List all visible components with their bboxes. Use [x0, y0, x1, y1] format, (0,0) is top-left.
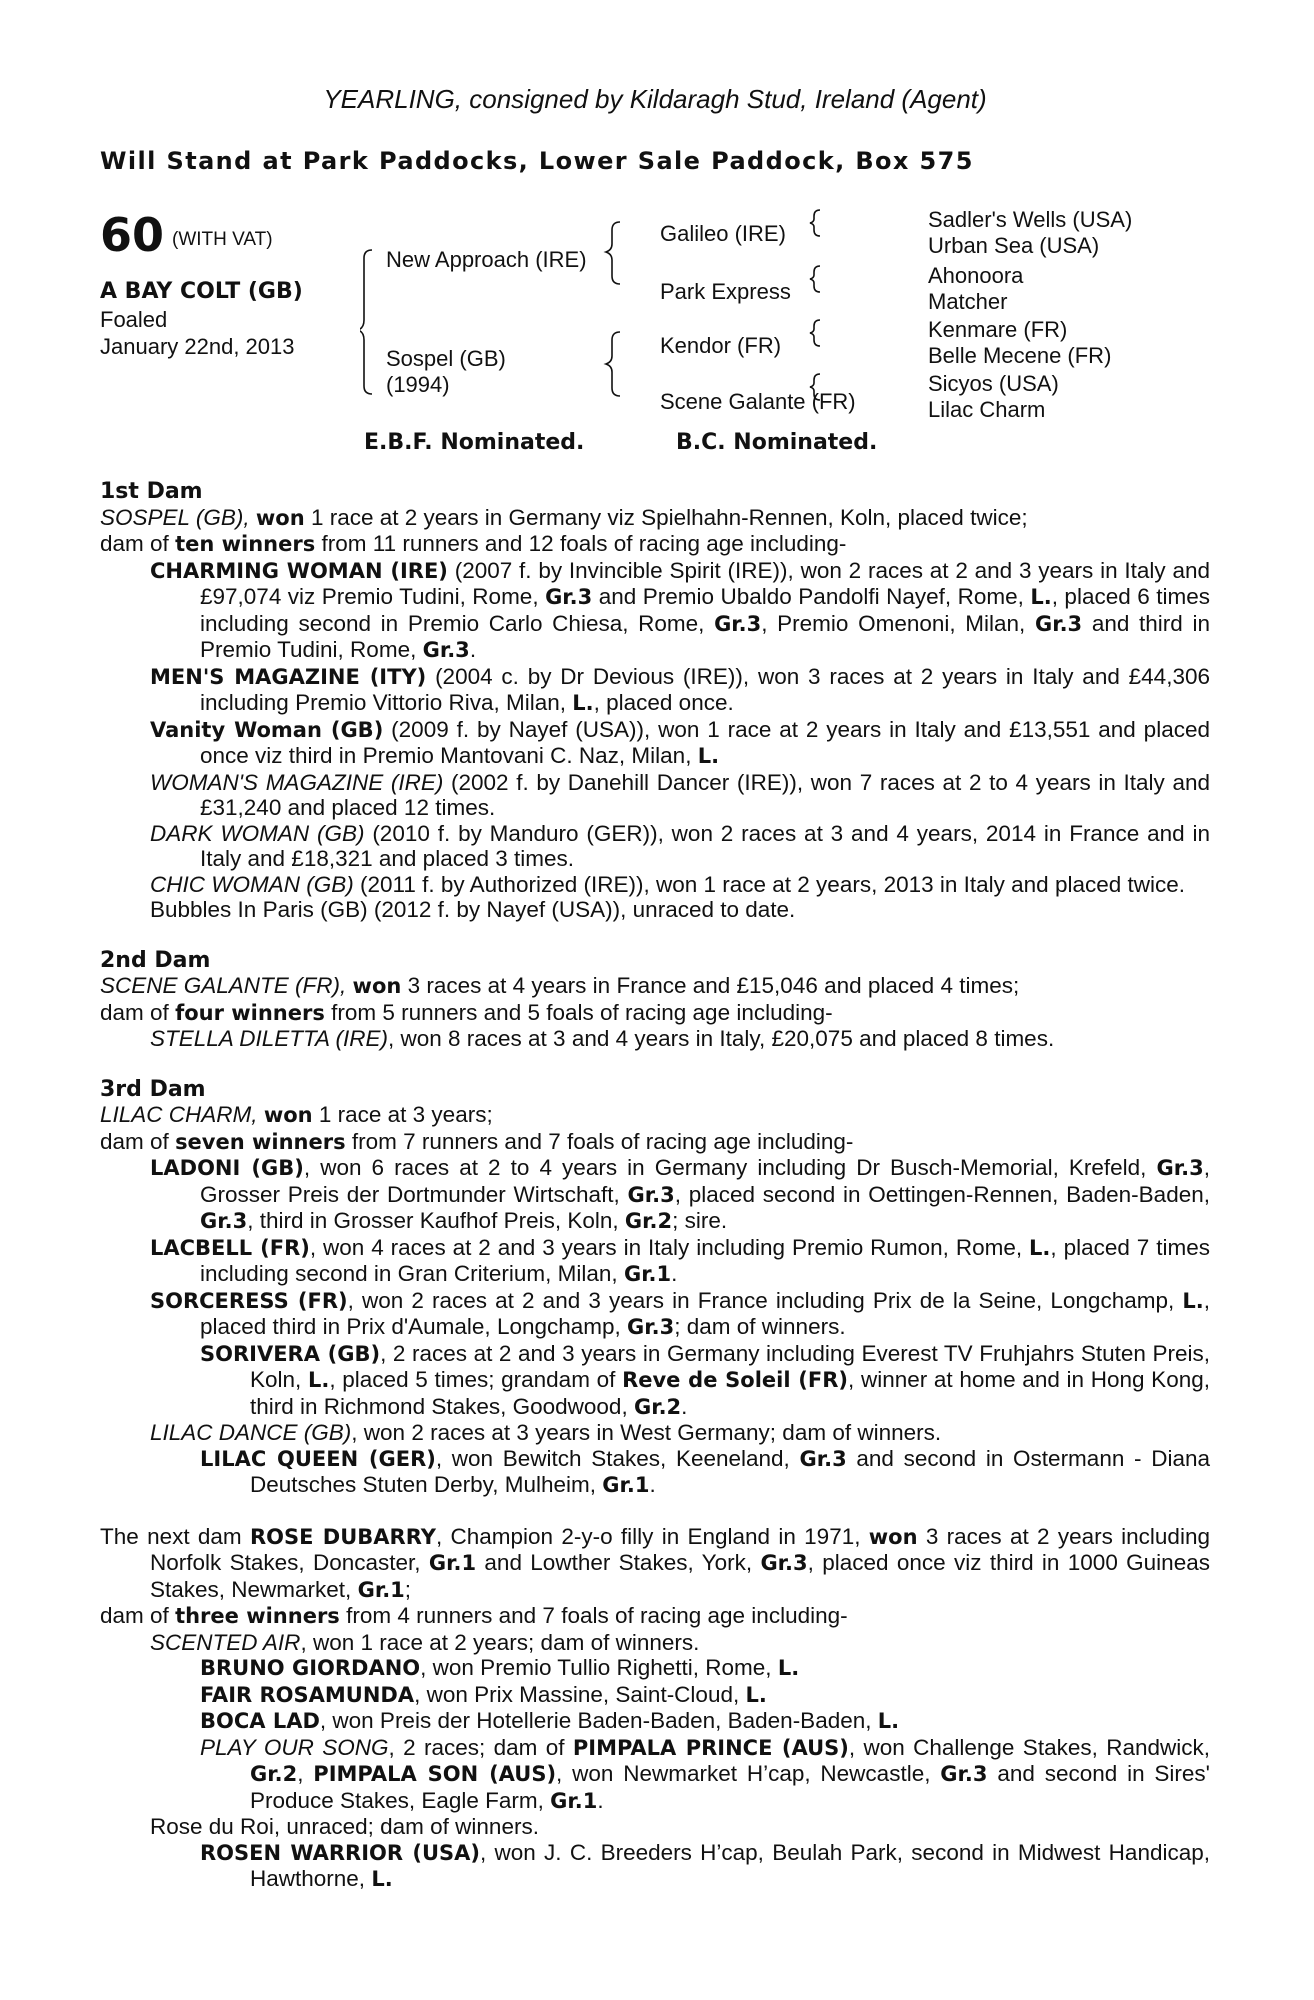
first-dam-heading: 1st Dam [100, 479, 203, 504]
next-dam-of: dam of three winners from 4 runners and 7 foals of racing age including- [100, 1603, 848, 1628]
brace-g3 [810, 320, 820, 346]
main-brace [360, 250, 372, 394]
produce-entry: Vanity Woman (GB) (2009 f. by Nayef (USA)), won 1 race at 2 years in Italy and £13,551 and placed once viz third in Premio Mantovani C. Naz, Milan, L. [150, 716, 1210, 768]
produce-entry: CHIC WOMAN (GB) (2011 f. by Authorized (IRE)), won 1 race at 2 years, 2013 in Italy and placed twice. [150, 871, 1186, 897]
ped-ssd: Urban Sea (USA) [928, 233, 1100, 258]
third-dam-heading: 3rd Dam [100, 1076, 206, 1102]
produce-entry: STELLA DILETTA (IRE), won 8 races at 3 and 4 years in Italy, £20,075 and placed 8 times. [150, 1026, 1055, 1051]
location-line: Will Stand at Park Paddocks, Lower Sale Paddock, Box 575 [100, 147, 974, 175]
consignor-line: YEARLING, consigned by Kildaragh Stud, Ireland (Agent) [323, 84, 987, 114]
produce-entry: LACBELL (FR), won 4 races at 2 and 3 years in Italy including Premio Rumon, Rome, L., placed 7 times including second in Gran Criterium, Milan, Gr.1. [150, 1234, 1210, 1286]
brace-g1 [810, 210, 820, 236]
ped-sds: Ahonoora [928, 263, 1024, 288]
lot-number-block [100, 208, 273, 262]
second-dam-of: dam of four winners from 5 runners and 5 foals of racing age including- [100, 999, 833, 1025]
lot-number: 60 [100, 208, 165, 262]
ped-dam: Sospel (GB) [386, 346, 506, 371]
produce-entry: DARK WOMAN (GB) (2010 f. by Manduro (GER)), won 2 races at 3 and 4 years, 2014 in France and in Italy and £18,321 and placed 3 times. [150, 820, 1210, 871]
next-dam-line: The next dam ROSE DUBARRY, Champion 2-y-o filly in England in 1971, won 3 races at 2 years including Norfolk Stakes, Doncaster, Gr.1 and Lowther Stakes, York, Gr.3, placed once viz third in 1000 Guineas Stakes, Newmarket, Gr.1; [100, 1523, 1210, 1602]
brace-g2 [810, 266, 820, 292]
first-dam-line: SOSPEL (GB), won 1 race at 2 years in Germany viz Spielhahn-Rennen, Koln, placed twice; [100, 504, 1028, 530]
produce-entry: SCENTED AIR, won 1 race at 2 years; dam of winners. [150, 1629, 700, 1655]
produce-entry: FAIR ROSAMUNDA, won Prix Massine, Saint-Cloud, L. [200, 1681, 767, 1707]
produce-entry: LILAC QUEEN (GER), won Bewitch Stakes, Keeneland, Gr.3 and second in Ostermann - Diana Deutsches Stuten Derby, Mulheim, Gr.1. [200, 1445, 1210, 1497]
produce-entry: LILAC DANCE (GB), won 2 races at 3 years in West Germany; dam of winners. [150, 1420, 942, 1445]
ebf-nominated: E.B.F. Nominated. [364, 430, 585, 455]
produce-entry: LADONI (GB), won 6 races at 2 to 4 years in Germany including Dr Busch-Memorial, Krefeld, Gr.3, Grosser Preis der Dortmunder Wirtschaft, Gr.3, placed second in Oettingen-Rennen, Baden-Baden, Gr.3, third in Grosser Kaufhof Preis, Koln, Gr.2; sire. [150, 1155, 1210, 1233]
lot-description: A BAY COLT (GB) [100, 279, 303, 304]
ped-sd: Park Express [660, 279, 791, 304]
produce-entry: ROSEN WARRIOR (USA), won J. C. Breeders H’cap, Beulah Park, second in Midwest Handicap, Hawthorne, L. [200, 1839, 1210, 1891]
foaled-date: January 22nd, 2013 [100, 334, 295, 359]
foaled-block [100, 306, 295, 360]
ped-sss: Sadler's Wells (USA) [928, 207, 1133, 232]
produce-entry: PLAY OUR SONG, 2 races; dam of PIMPALA PRINCE (AUS), won Challenge Stakes, Randwick, Gr.2, PIMPALA SON (AUS), won Newmarket H’cap, Newcastle, Gr.3 and second in Sires' Produce Stakes, Eagle Farm, Gr.1. [200, 1734, 1210, 1813]
ped-dss: Kenmare (FR) [928, 317, 1068, 342]
third-dam-of: dam of seven winners from 7 runners and 7 foals of racing age including- [100, 1128, 854, 1154]
ped-dd: Scene Galante (FR) [660, 389, 856, 414]
produce-entry: BOCA LAD, won Preis der Hotellerie Baden-Baden, Baden-Baden, L. [200, 1708, 900, 1733]
produce-entry: SORIVERA (GB), 2 races at 2 and 3 years in Germany including Everest TV Fruhjahrs Stuten Preis, Koln, L., placed 5 times; grandam of Reve de Soleil (FR), winner at home and in Hong Kong, third in Richmond Stakes, Goodwood, Gr.2. [200, 1340, 1210, 1419]
second-dam-line: SCENE GALANTE (FR), won 3 races at 4 years in France and £15,046 and placed 4 times; [100, 973, 1020, 998]
produce-entry: BRUNO GIORDANO, won Premio Tullio Righetti, Rome, L. [200, 1655, 800, 1680]
first-dam-of: dam of ten winners from 11 runners and 12 foals of racing age including- [100, 531, 847, 556]
produce-entry: MEN'S MAGAZINE (ITY) (2004 c. by Dr Devious (IRE)), won 3 races at 2 years in Italy and £44,306 including Premio Vittorio Riva, Milan, L., placed once. [150, 663, 1210, 715]
produce-entry: Rose du Roi, unraced; dam of winners. [150, 1814, 539, 1839]
ped-dds: Sicyos (USA) [928, 371, 1059, 396]
ped-sire: New Approach (IRE) [386, 247, 587, 272]
ped-dsd: Belle Mecene (FR) [928, 343, 1112, 368]
foaled-label: Foaled [100, 307, 168, 332]
produce-entry: WOMAN'S MAGAZINE (IRE) (2002 f. by Danehill Dancer (IRE)), won 7 races at 2 to 4 years in Italy and £31,240 and placed 12 times. [150, 769, 1210, 820]
sire-brace [606, 222, 620, 284]
bc-nominated: B.C. Nominated. [676, 430, 878, 455]
ped-dam-year: (1994) [386, 372, 450, 397]
produce-entry: CHARMING WOMAN (IRE) (2007 f. by Invincible Spirit (IRE)), won 2 races at 2 and 3 years in Italy and £97,074 viz Premio Tudini, Rome, Gr.3 and Premio Ubaldo Pandolfi Nayef, Rome, L., placed 6 times including second in Premio Carlo Chiesa, Rome, Gr.3, Premio Omenoni, Milan, Gr.3 and third in Premio Tudini, Rome, Gr.3. [150, 557, 1210, 662]
ped-ddd: Lilac Charm [928, 397, 1046, 422]
produce-record [100, 479, 1210, 1893]
produce-entry: Bubbles In Paris (GB) (2012 f. by Nayef (USA)), unraced to date. [150, 897, 796, 922]
ped-ds: Kendor (FR) [660, 333, 782, 358]
ped-sdd: Matcher [928, 289, 1008, 314]
vat-label: (WITH VAT) [172, 229, 273, 250]
ped-ss: Galileo (IRE) [660, 221, 786, 246]
third-dam-line: LILAC CHARM, won 1 race at 3 years; [100, 1102, 493, 1127]
produce-entry: SORCERESS (FR), won 2 races at 2 and 3 years in France including Prix de la Seine, Longchamp, L., placed third in Prix d'Aumale, Longchamp, Gr.3; dam of winners. [150, 1287, 1210, 1339]
second-dam-heading: 2nd Dam [100, 947, 211, 973]
dam-brace [606, 332, 620, 396]
